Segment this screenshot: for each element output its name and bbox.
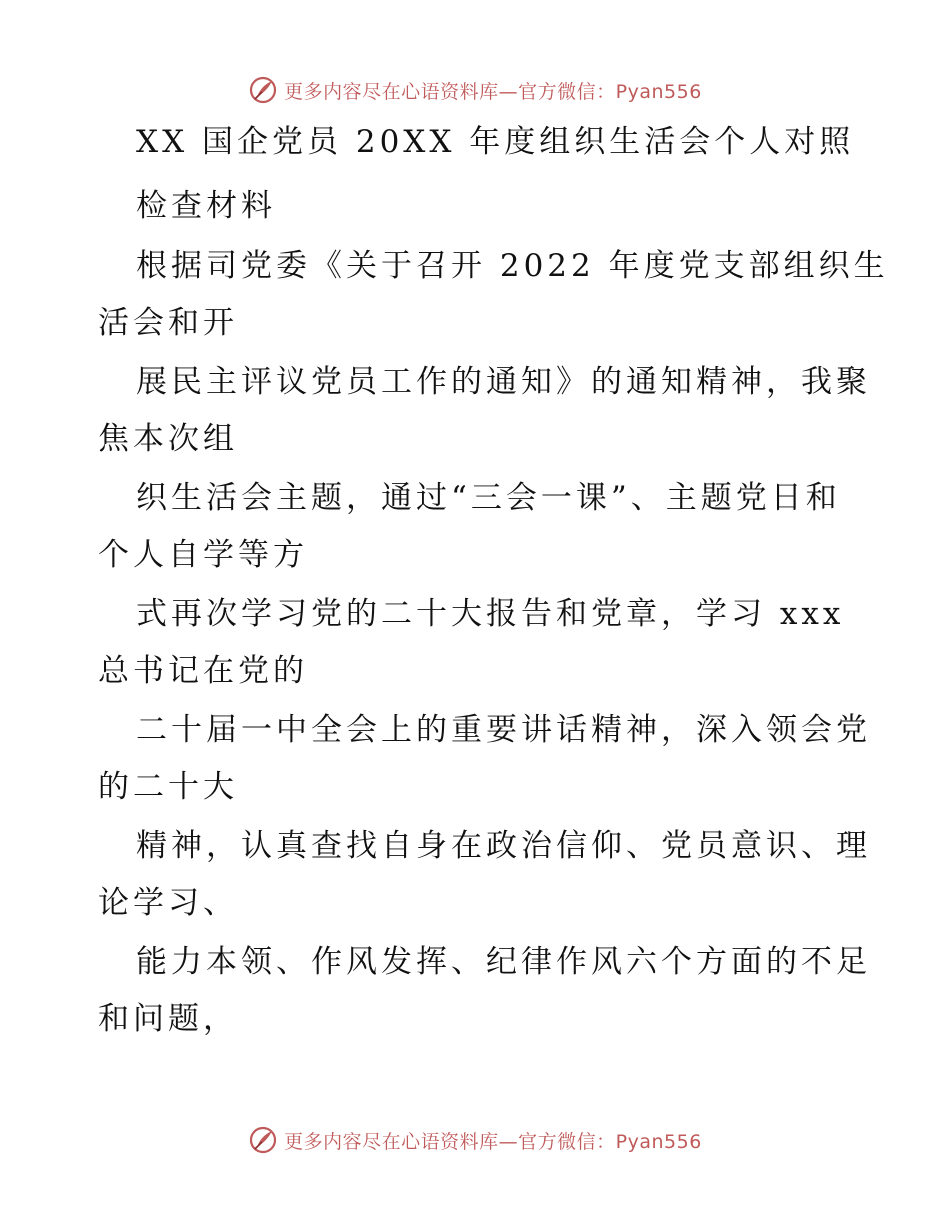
paragraph-line: 能力本领、作风发挥、纪律作风六个方面的不足: [136, 944, 871, 980]
title-line-2: 检查材料: [136, 188, 276, 224]
header-banner-text: 更多内容尽在心语资料库—官方微信：Pyan556: [284, 80, 702, 103]
paragraph-line: 的二十大: [98, 769, 238, 805]
paragraph-line: 根据司党委《关于召开 2022 年度党支部组织生: [136, 248, 889, 284]
paragraph-line: 式再次学习党的二十大报告和党章，学习 xxx: [136, 596, 845, 632]
footer-banner: [0, 1120, 950, 1160]
paragraph-line: 总书记在党的: [98, 653, 308, 689]
footer-banner-text: 更多内容尽在心语资料库—官方微信：Pyan556: [284, 1130, 702, 1153]
paragraph-line: 个人自学等方: [98, 537, 308, 573]
paragraph-line: 展民主评议党员工作的通知》的通知精神，我聚: [136, 364, 871, 400]
paragraph-line: 论学习、: [98, 885, 238, 921]
paragraph-line: 活会和开: [98, 305, 238, 341]
paragraph-line: 织生活会主题，通过“三会一课”、主题党日和: [136, 480, 841, 516]
paragraph-line: 二十届一中全会上的重要讲话精神，深入领会党: [136, 712, 871, 748]
paragraph-line: 焦本次组: [98, 421, 238, 457]
paragraph-line: 精神，认真查找自身在政治信仰、党员意识、理: [136, 828, 871, 864]
paragraph-line: 和问题，: [98, 1001, 238, 1037]
header-banner: [0, 70, 950, 110]
feather-pen-circle-icon: [248, 1125, 278, 1155]
title-line-1: XX 国企党员 20XX 年度组织生活会个人对照: [136, 124, 855, 160]
feather-pen-circle-icon: [248, 75, 278, 105]
